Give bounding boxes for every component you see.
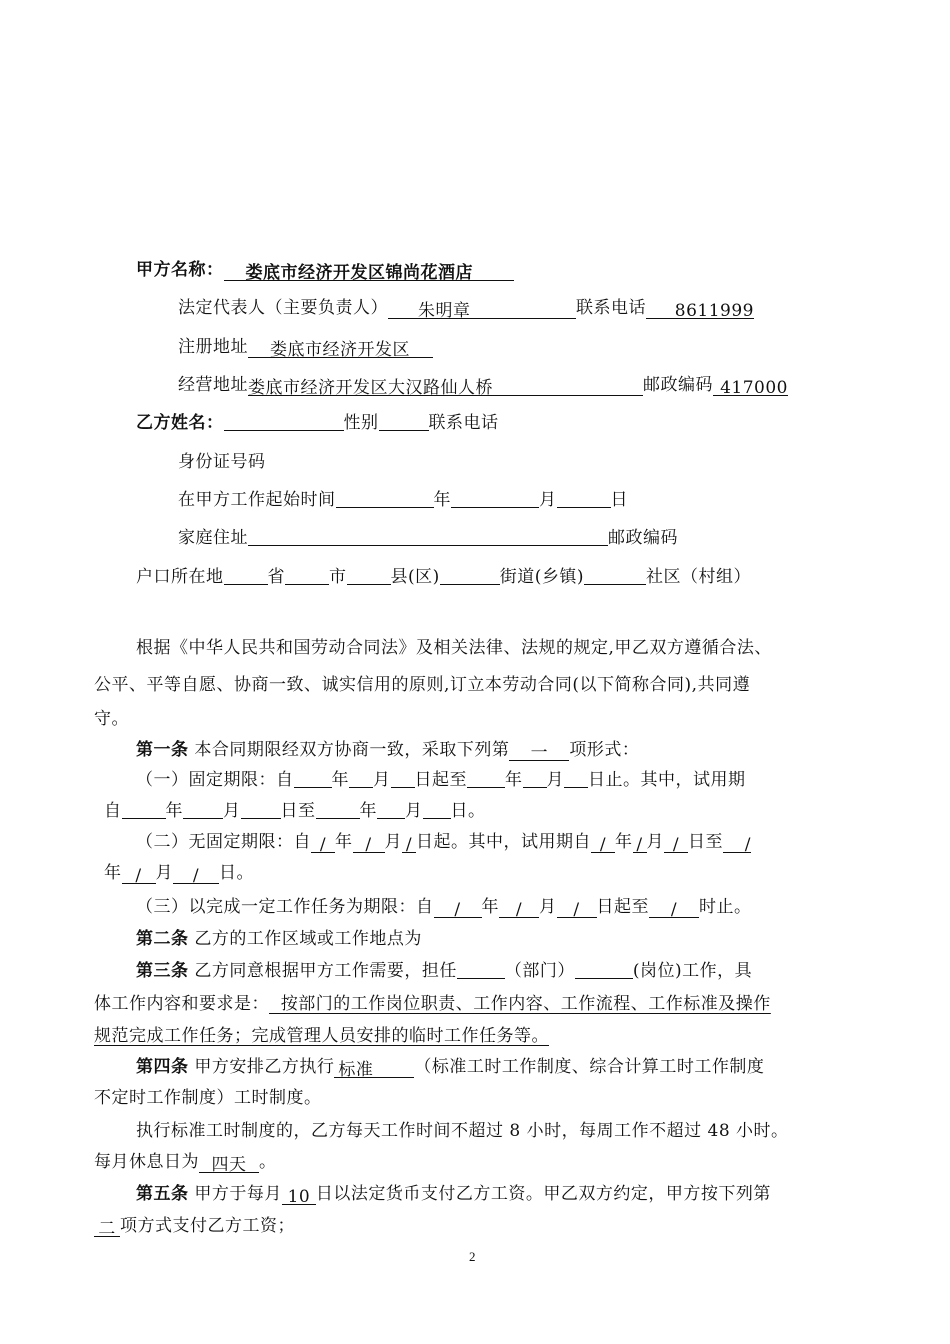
article-3-title: 第三条 xyxy=(136,961,189,981)
task-end[interactable] xyxy=(649,899,699,918)
reg-address-field[interactable] xyxy=(248,339,433,358)
trial-end-year[interactable] xyxy=(316,800,360,819)
postcode-value: 417000 xyxy=(720,378,788,398)
biz-address-label: 经营地址 xyxy=(178,375,248,395)
job-duties-value: 按部门的工作岗位职责、工作内容、工作流程、工作标准及操作 xyxy=(269,994,771,1014)
term-choice-field[interactable] xyxy=(509,742,569,761)
biz-address-field[interactable] xyxy=(248,377,643,396)
slash: / xyxy=(670,900,678,920)
open-term-line-2 xyxy=(104,862,254,884)
slash: / xyxy=(135,866,142,886)
article-4-line-3: 执行标准工时制度的，乙方每天工作时间不超过 8 小时，每周工作不超过 48 小时。 xyxy=(136,1121,789,1141)
text: 年 xyxy=(359,801,377,821)
trial-start-month[interactable] xyxy=(183,800,223,819)
community-label: 社区（村组） xyxy=(646,567,752,587)
open-trial-month[interactable] xyxy=(633,834,647,853)
preamble-line-3: 守。 xyxy=(94,709,129,729)
postcode-label: 邮政编码 xyxy=(643,375,713,395)
party-a-phone-label: 联系电话 xyxy=(576,298,646,318)
slash: / xyxy=(365,835,372,855)
home-address-line xyxy=(178,527,678,549)
trial-start-day[interactable] xyxy=(241,800,281,819)
text: 月 xyxy=(405,801,423,821)
text: 日起。其中，试用期自 xyxy=(416,832,591,852)
text: 日止。其中，试用期 xyxy=(588,770,746,790)
open-trial-end-day[interactable] xyxy=(173,865,219,884)
trial-period-line xyxy=(104,800,486,822)
year-label: 年 xyxy=(433,490,451,510)
text: 乙方同意根据甲方工作需要，担任 xyxy=(194,961,457,981)
text: 月 xyxy=(646,832,664,852)
task-start-month[interactable] xyxy=(499,899,539,918)
article-5-line xyxy=(136,1183,771,1205)
start-time-line xyxy=(178,489,628,511)
fixed-start-day[interactable] xyxy=(391,769,415,788)
trial-start-year[interactable] xyxy=(122,800,166,819)
article-3-line xyxy=(136,960,752,982)
city-field[interactable] xyxy=(285,566,329,585)
party-b-name-line xyxy=(136,412,499,434)
article-3-line-3 xyxy=(94,1025,549,1047)
article-1-line xyxy=(136,739,639,761)
text: 月 xyxy=(384,832,402,852)
month-label: 月 xyxy=(539,490,557,510)
community-field[interactable] xyxy=(584,566,646,585)
preamble-line-1: 根据《中华人民共和国劳动合同法》及相关法律、法规的规定,甲乙双方遵循合法、 xyxy=(136,638,772,658)
article-1-text: 本合同期限经双方协商一致，采取下列第 xyxy=(194,740,510,760)
legal-rep-value: 朱明章 xyxy=(418,301,471,321)
home-address-field[interactable] xyxy=(248,527,608,546)
id-label: 身份证号码 xyxy=(178,452,266,472)
text: 月 xyxy=(155,863,173,883)
start-month-field[interactable] xyxy=(451,489,539,508)
street-label: 街道(乡镇) xyxy=(499,567,585,587)
biz-address-value: 娄底市经济开发区大汉路仙人桥 xyxy=(248,378,493,398)
text: 年 xyxy=(505,770,523,790)
fixed-term-label: （一）固定期限：自 xyxy=(136,770,294,790)
province-label: 省 xyxy=(267,567,285,587)
article-2-title: 第二条 xyxy=(136,929,189,949)
text: 日。 xyxy=(219,863,254,883)
job-duties-value-2: 规范完成工作任务；完成管理人员安排的临时工作任务等。 xyxy=(94,1026,549,1046)
party-a-name-value: 娄底市经济开发区锦尚花酒店 xyxy=(245,263,473,283)
slash: / xyxy=(319,835,327,855)
article-4-line-2: 不定时工作制度）工时制度。 xyxy=(94,1088,322,1108)
text: 月 xyxy=(546,770,564,790)
hukou-label: 户口所在地 xyxy=(136,567,224,587)
open-trial-end-month[interactable] xyxy=(122,865,156,884)
work-hour-system-value: 标准 xyxy=(338,1060,374,1080)
preamble-line-2: 公平、平等自愿、协商一致、诚实信用的原则,订立本劳动合同(以下简称合同),共同遵 xyxy=(94,675,751,695)
reg-address-line xyxy=(178,336,433,358)
work-hour-system-field[interactable] xyxy=(334,1059,414,1078)
gender-field[interactable] xyxy=(379,412,429,431)
slash: / xyxy=(454,900,461,920)
party-a-name-line xyxy=(136,259,514,281)
task-start-day[interactable] xyxy=(557,899,597,918)
street-field[interactable] xyxy=(440,566,500,585)
party-a-name-label: 甲方名称： xyxy=(136,260,224,280)
hukou-line xyxy=(136,566,751,588)
pay-method-field[interactable] xyxy=(94,1218,120,1237)
rest-days-value: 四天 xyxy=(211,1155,247,1175)
text: 日至 xyxy=(280,801,316,821)
text: 年 xyxy=(481,897,499,917)
article-2-text: 乙方的工作区域或工作地点为 xyxy=(194,929,422,949)
pay-day-field[interactable] xyxy=(282,1186,316,1205)
article-4-line xyxy=(136,1056,764,1078)
page-number: 2 xyxy=(469,1249,476,1264)
fixed-start-month[interactable] xyxy=(349,769,373,788)
text: 时止。 xyxy=(699,897,752,917)
biz-address-line xyxy=(178,374,788,396)
open-term-label: （二）无固定期限：自 xyxy=(136,832,311,852)
fixed-end-day[interactable] xyxy=(564,769,588,788)
fixed-end-month[interactable] xyxy=(523,769,547,788)
party-b-name-label: 乙方姓名： xyxy=(136,413,224,433)
open-start-year[interactable] xyxy=(311,834,335,853)
text: 体工作内容和要求是： xyxy=(94,994,269,1014)
text: 甲方于每月 xyxy=(194,1184,282,1204)
gender-label: 性别 xyxy=(343,413,379,433)
start-day-field[interactable] xyxy=(557,489,611,508)
rest-days-field[interactable] xyxy=(199,1154,259,1173)
fixed-end-year[interactable] xyxy=(467,769,505,788)
party-b-name-field[interactable] xyxy=(224,412,344,431)
text: 月 xyxy=(539,897,557,917)
department-label: （部门） xyxy=(504,961,575,981)
slash: / xyxy=(636,835,643,855)
open-start-day[interactable] xyxy=(402,834,416,853)
id-line xyxy=(178,451,266,473)
article-1-text-b: 项形式： xyxy=(569,740,640,760)
text: 年 xyxy=(615,832,633,852)
postcode-field[interactable] xyxy=(713,377,788,396)
term-choice-value: 一 xyxy=(530,743,549,763)
text: 项方式支付乙方工资； xyxy=(120,1216,295,1236)
slash: / xyxy=(192,866,200,886)
slash: / xyxy=(515,900,523,920)
text: 日至 xyxy=(688,832,723,852)
party-a-phone-field[interactable] xyxy=(646,300,754,319)
text: 每月休息日为 xyxy=(94,1152,199,1172)
slash: / xyxy=(405,835,413,855)
party-b-phone-label: 联系电话 xyxy=(428,413,499,433)
day-label: 日 xyxy=(610,490,628,510)
article-5-line-2 xyxy=(94,1215,295,1237)
county-field[interactable] xyxy=(347,566,391,585)
start-year-field[interactable] xyxy=(336,489,434,508)
home-address-label: 家庭住址 xyxy=(178,528,248,548)
trial-end-month[interactable] xyxy=(377,800,405,819)
fixed-start-year[interactable] xyxy=(294,769,332,788)
party-a-phone-value: 8611999 xyxy=(674,301,754,321)
text: 年 xyxy=(104,863,122,883)
text: 日起至 xyxy=(596,897,649,917)
slash: / xyxy=(744,835,751,855)
text: 月 xyxy=(223,801,241,821)
reg-address-value: 娄底市经济开发区 xyxy=(270,340,410,360)
legal-rep-field[interactable] xyxy=(388,300,576,319)
article-4-line-4 xyxy=(94,1151,277,1173)
article-2-line xyxy=(136,928,422,950)
text: 。 xyxy=(259,1152,277,1172)
pay-method-value: 二 xyxy=(98,1219,116,1239)
slash: / xyxy=(599,835,607,855)
home-postcode-label: 邮政编码 xyxy=(608,528,678,548)
trial-end-day[interactable] xyxy=(423,800,451,819)
fixed-term-line xyxy=(136,769,746,791)
start-time-label: 在甲方工作起始时间 xyxy=(178,490,336,510)
article-1-title: 第一条 xyxy=(136,740,189,760)
department-field[interactable] xyxy=(457,960,505,979)
legal-rep-label: 法定代表人（主要负责人） xyxy=(178,298,388,318)
open-start-month[interactable] xyxy=(353,834,385,853)
open-trial-day[interactable] xyxy=(664,834,688,853)
text: 日。 xyxy=(450,801,486,821)
post-label: (岗位)工作，具 xyxy=(632,961,753,981)
text: 月 xyxy=(373,770,391,790)
text: （标准工时工作制度、综合计算工时工作制度 xyxy=(414,1057,765,1077)
task-start-year[interactable] xyxy=(434,899,482,918)
task-term-label: （三）以完成一定工作任务为期限：自 xyxy=(136,897,434,917)
article-3-line-2 xyxy=(94,993,771,1015)
open-term-line xyxy=(136,831,751,853)
text: 自 xyxy=(104,801,122,821)
text: 年 xyxy=(165,801,183,821)
province-field[interactable] xyxy=(224,566,268,585)
task-term-line xyxy=(136,896,752,918)
text: 年 xyxy=(331,770,349,790)
post-field[interactable] xyxy=(575,960,633,979)
open-trial-year[interactable] xyxy=(591,834,615,853)
county-label: 县(区) xyxy=(390,567,440,587)
text: 年 xyxy=(335,832,353,852)
text: 日起至 xyxy=(414,770,467,790)
slash: / xyxy=(573,900,580,920)
article-4-title: 第四条 xyxy=(136,1057,189,1077)
legal-rep-line xyxy=(178,297,754,319)
city-label: 市 xyxy=(329,567,347,587)
open-trial-end-year[interactable] xyxy=(723,834,751,853)
pay-day-value: 10 xyxy=(287,1187,311,1207)
reg-address-label: 注册地址 xyxy=(178,337,248,357)
article-5-title: 第五条 xyxy=(136,1184,189,1204)
text: 甲方安排乙方执行 xyxy=(194,1057,335,1077)
party-a-name-field[interactable] xyxy=(224,262,514,281)
text: 日以法定货币支付乙方工资。甲乙双方约定，甲方按下列第 xyxy=(315,1184,771,1204)
slash: / xyxy=(672,835,680,855)
